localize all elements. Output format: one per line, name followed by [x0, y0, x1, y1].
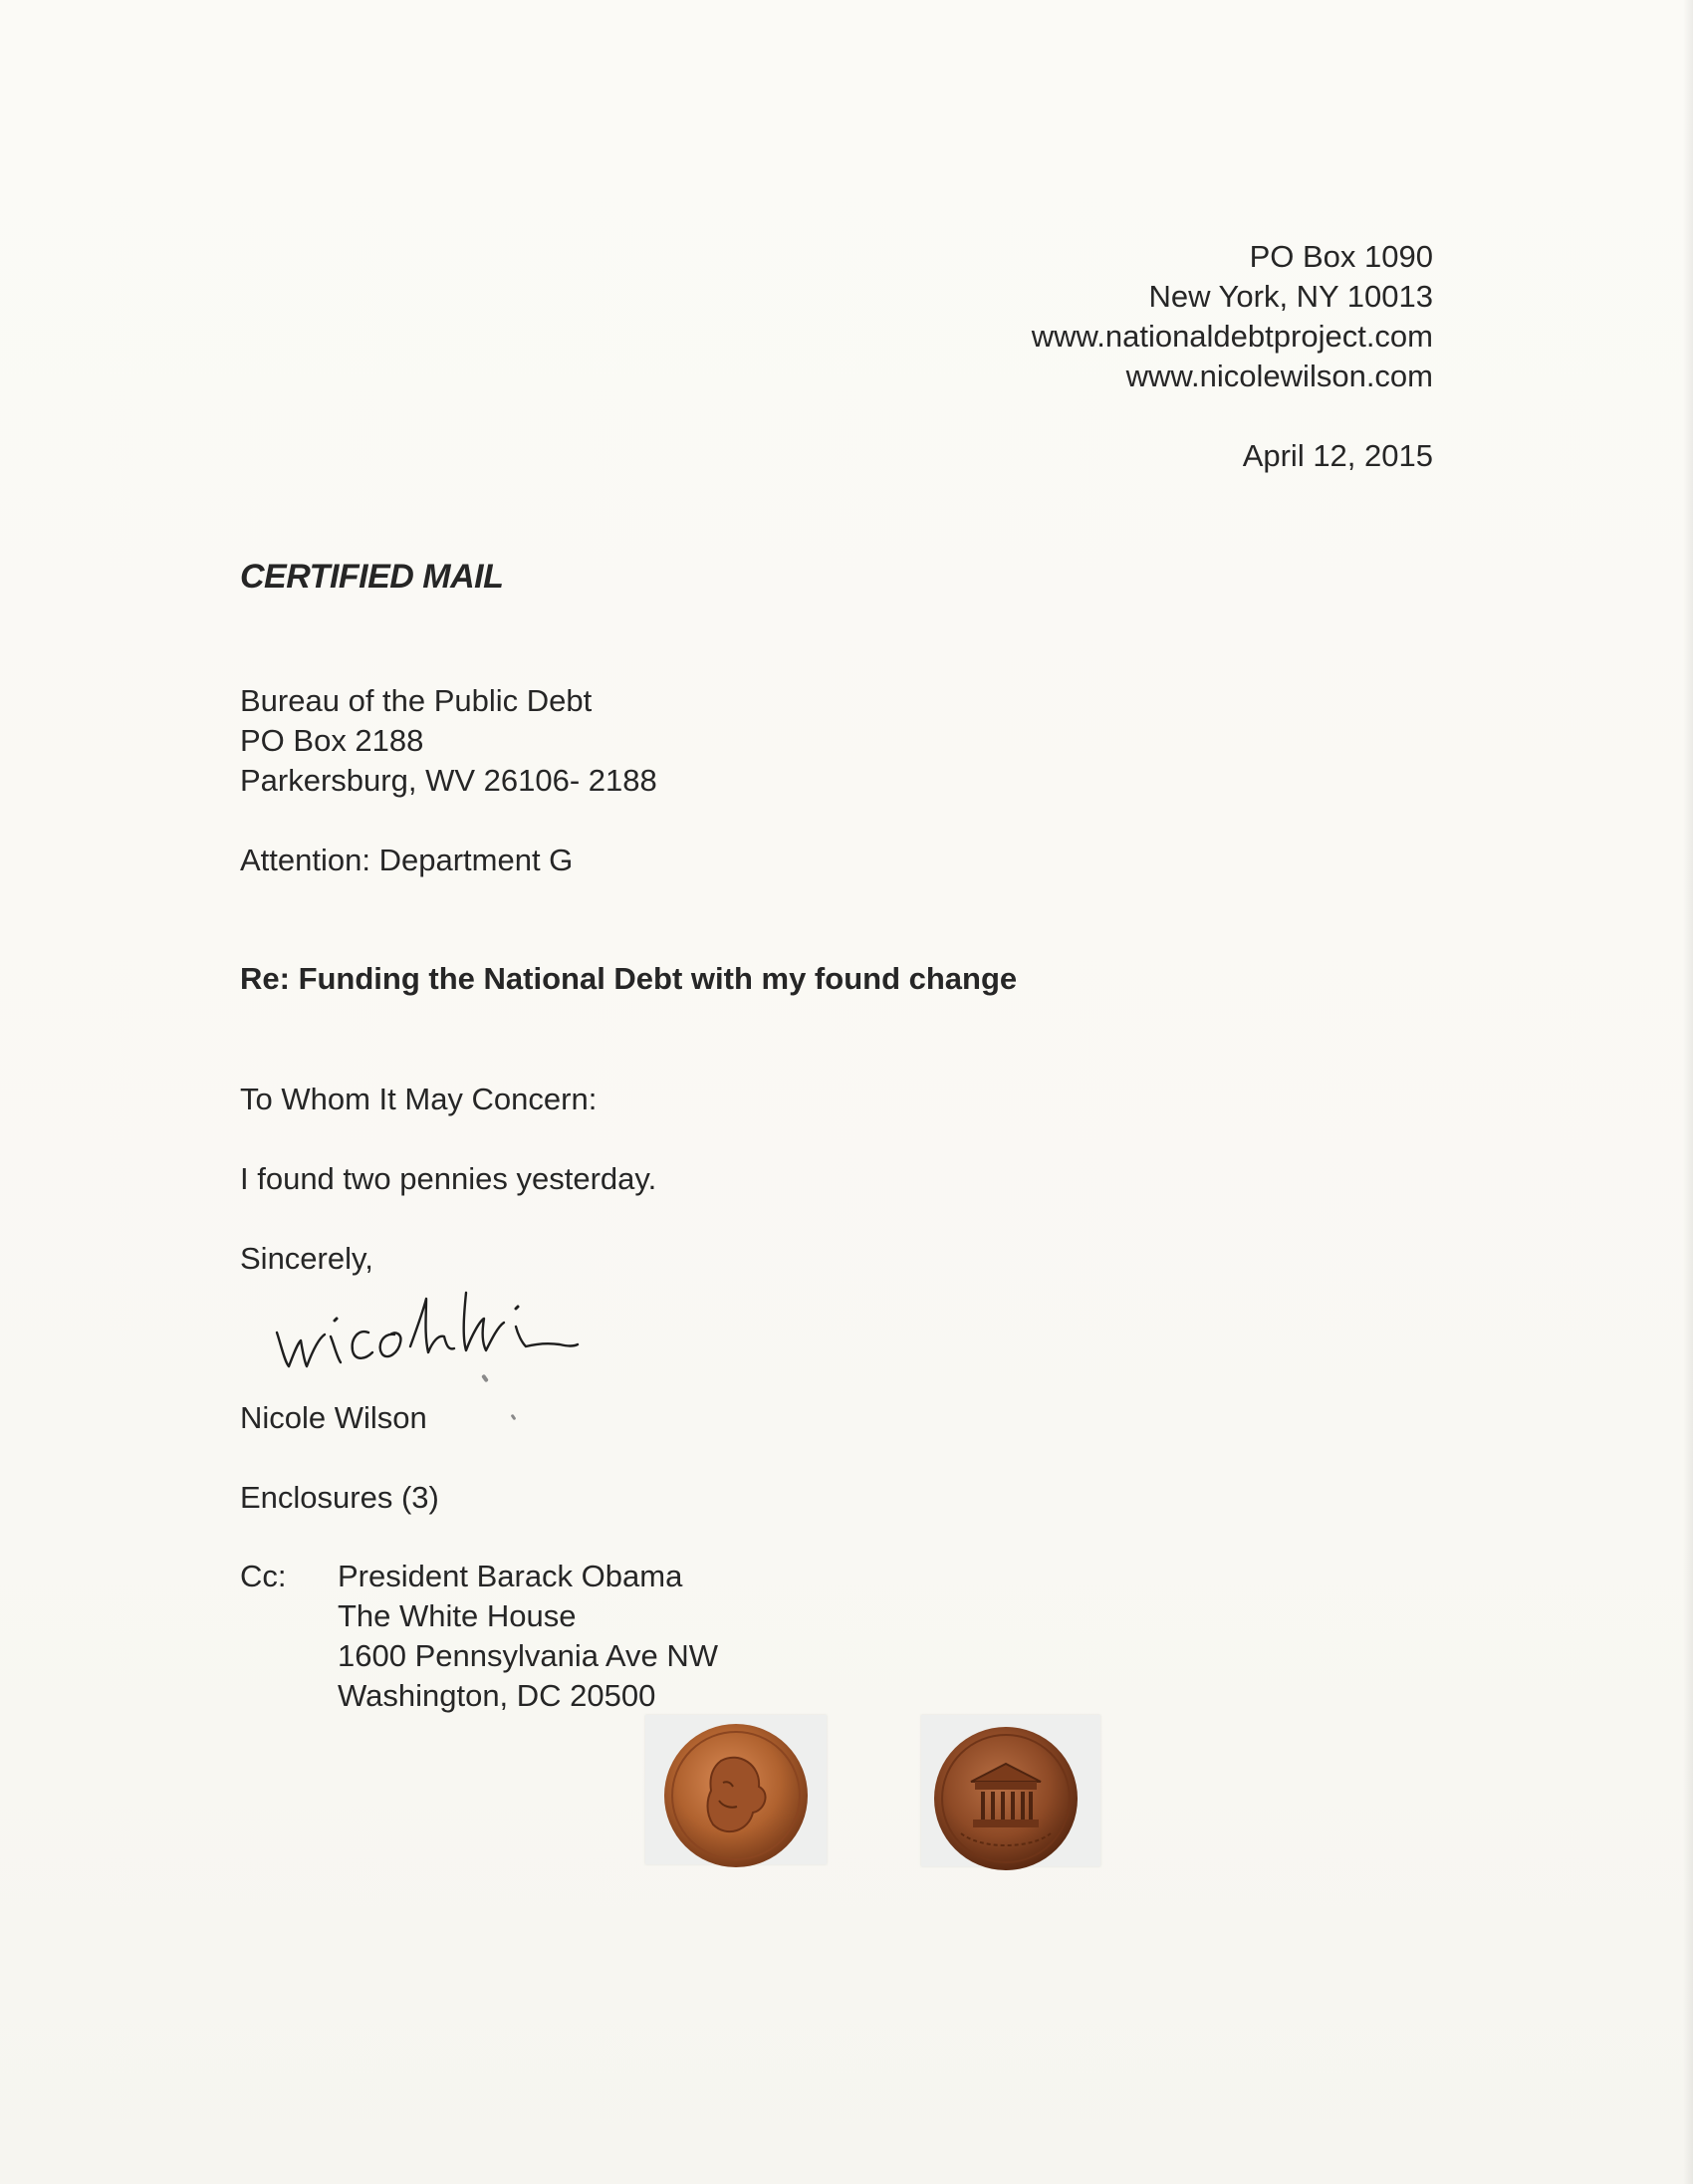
delivery-method: CERTIFIED MAIL: [240, 558, 504, 596]
sender-line: New York, NY 10013: [1148, 279, 1433, 314]
sender-website: www.nationaldebtproject.com: [1031, 319, 1433, 354]
cc-line: President Barack Obama: [338, 1559, 683, 1593]
paper-speck: [511, 1414, 517, 1421]
cc-label: Cc:: [240, 1559, 287, 1593]
letter-body: I found two pennies yesterday.: [240, 1161, 657, 1196]
cc-line: 1600 Pennsylvania Ave NW: [338, 1638, 718, 1673]
sender-website: www.nicolewilson.com: [1125, 359, 1433, 393]
enclosures-line: Enclosures (3): [240, 1480, 439, 1515]
letter-date: April 12, 2015: [1242, 438, 1433, 473]
cc-line: The White House: [338, 1598, 577, 1633]
penny-reverse-icon: [931, 1724, 1081, 1873]
penny-obverse-icon: [661, 1721, 811, 1870]
cc-address: [338, 1557, 718, 1716]
recipient-line: Parkersburg, WV 26106- 2188: [240, 763, 657, 798]
subject-line: Re: Funding the National Debt with my found change: [240, 961, 1018, 996]
recipient-address: [240, 681, 657, 801]
recipient-line: PO Box 2188: [240, 723, 424, 758]
sender-address: [1032, 237, 1433, 396]
cc-line: Washington, DC 20500: [338, 1678, 656, 1713]
cc-block: [240, 1557, 718, 1716]
closing: Sincerely,: [240, 1241, 373, 1276]
signer-name: Nicole Wilson: [240, 1400, 427, 1435]
signature-icon: [269, 1263, 627, 1392]
recipient-line: Bureau of the Public Debt: [240, 683, 593, 718]
sender-line: PO Box 1090: [1249, 239, 1433, 274]
attention-line: Attention: Department G: [240, 843, 574, 877]
salutation: To Whom It May Concern:: [240, 1082, 598, 1116]
